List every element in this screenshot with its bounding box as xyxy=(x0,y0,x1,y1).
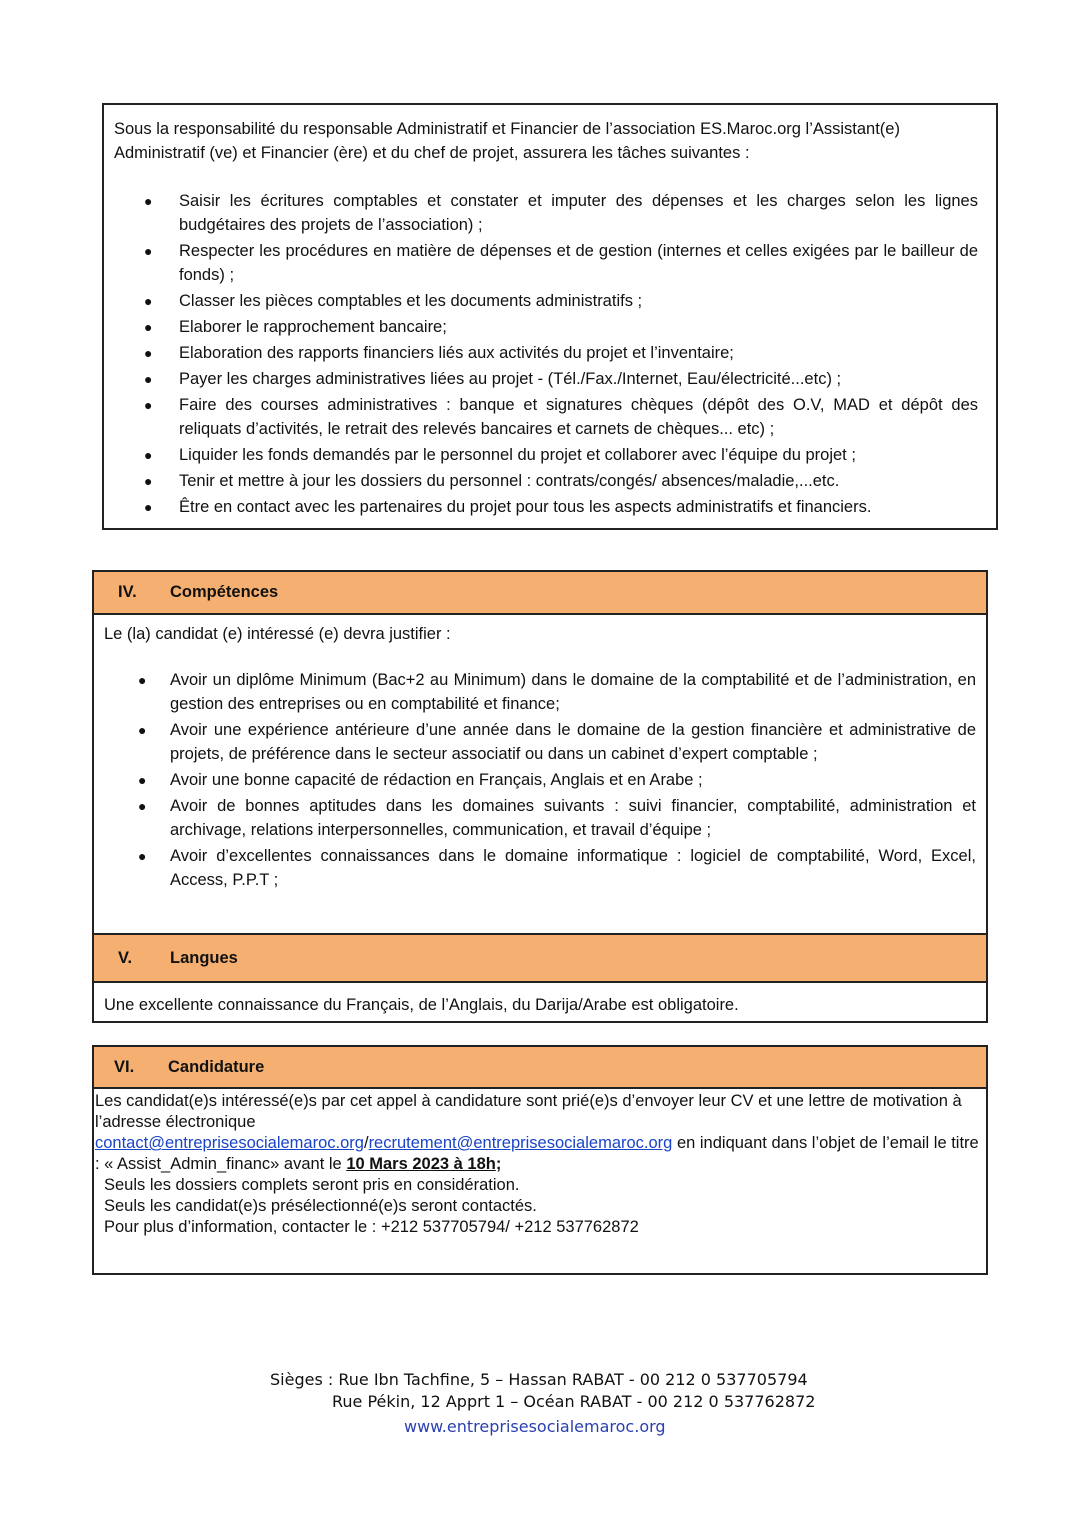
bullet-icon: ● xyxy=(144,473,153,489)
bullet-icon: ● xyxy=(138,848,147,864)
candidature-note-complete: Seuls les dossiers complets seront pris en considération. xyxy=(104,1176,520,1194)
competences-list xyxy=(104,668,976,892)
bullet-icon: ● xyxy=(144,243,153,259)
bullet-icon: ● xyxy=(138,798,147,814)
section-number: VI. xyxy=(114,1057,135,1076)
competences-intro: Le (la) candidat (e) intéressé (e) devra justifier : xyxy=(104,625,451,643)
langues-header xyxy=(94,935,986,983)
list-item: ● Avoir un diplôme Minimum (Bac+2 au Minimum) dans le domaine de la comptabilité et de l’administration, en gestion des entreprises ou en comptabilité et finance; xyxy=(104,668,976,716)
tasks-intro: Sous la responsabilité du responsable Administratif et Financier de l’association ES.Maroc.org l’Assistant(e) Administratif (ve) et Financier (ère) et du chef de projet, assurera les tâches suivantes : xyxy=(114,120,900,162)
langues-text: Une excellente connaissance du Français, de l’Anglais, du Darija/Arabe est obligatoire. xyxy=(104,996,739,1014)
footer-address-2: Rue Pékin, 12 Apprt 1 – Océan RABAT - 00 212 0 537762872 xyxy=(332,1392,816,1411)
competences-body xyxy=(94,615,986,935)
candidature-header xyxy=(94,1047,986,1089)
list-item: ● Saisir les écritures comptables et constater et imputer des dépenses et les charges selon les lignes budgétaires des projets de l’association) ; xyxy=(114,189,978,237)
list-item: ● Être en contact avec les partenaires du projet pour tous les aspects administratifs et financiers. xyxy=(114,495,978,519)
candidature-section xyxy=(92,1045,988,1275)
footer-address-1: Sièges : Rue Ibn Tachfine, 5 – Hassan RABAT - 00 212 0 537705794 xyxy=(270,1370,808,1389)
list-item: ● Faire des courses administratives : banque et signatures chèques (dépôt des O.V, MAD et dépôt des reliquats d’activités, le retrait des relevés bancaires et carnets de chèques... etc) ; xyxy=(114,393,978,441)
list-item: ● Avoir une bonne capacité de rédaction en Français, Anglais et en Arabe ; xyxy=(104,768,976,792)
deadline-time: à 18h xyxy=(449,1155,496,1173)
section-number: IV. xyxy=(118,583,137,601)
list-item: ● Elaborer le rapprochement bancaire; xyxy=(114,315,978,339)
list-item: ● Liquider les fonds demandés par le personnel du projet et collaborer avec l’équipe du projet ; xyxy=(114,443,978,467)
candidature-body xyxy=(94,1089,986,1238)
bullet-icon: ● xyxy=(144,319,153,335)
recruitment-email-link[interactable]: recrutement@entreprisesocialemaroc.org xyxy=(368,1134,673,1152)
list-item: ● Tenir et mettre à jour les dossiers du personnel : contrats/congés/ absences/maladie,...etc. xyxy=(114,469,978,493)
candidature-paragraph: Les candidat(e)s intéressé(e)s par cet appel à candidature sont prié(e)s d’envoyer leur CV et une lettre de motivation à l’adresse électronique contact@entreprisesocialemaroc.org/recrutement@entreprisesocialemaroc.org en indiquant dans l’objet de l’email le titre : « Assist_Admin_financ» avant le 10 Mars 2023 à 18h; xyxy=(95,1092,979,1173)
list-item: ● Respecter les procédures en matière de dépenses et de gestion (internes et celles exigées par le bailleur de fonds) ; xyxy=(114,239,978,287)
section-title: Candidature xyxy=(168,1057,265,1076)
contact-email-link[interactable]: contact@entreprisesocialemaroc.org xyxy=(95,1134,364,1152)
tasks-section xyxy=(102,103,998,530)
section-title: Compétences xyxy=(170,583,279,601)
bullet-icon: ● xyxy=(138,722,147,738)
competences-section xyxy=(92,570,988,1023)
langues-body xyxy=(94,983,986,1017)
deadline-date: 10 Mars 2023 xyxy=(346,1155,450,1173)
bullet-icon: ● xyxy=(144,447,153,463)
candidature-note-shortlist: Seuls les candidat(e)s présélectionné(e)s seront contactés. xyxy=(104,1197,537,1215)
bullet-icon: ● xyxy=(144,193,153,209)
bullet-icon: ● xyxy=(144,293,153,309)
list-item: ● Payer les charges administratives liées au projet - (Tél./Fax./Internet, Eau/électricité...etc) ; xyxy=(114,367,978,391)
bullet-icon: ● xyxy=(144,397,153,413)
list-item: ● Classer les pièces comptables et les documents administratifs ; xyxy=(114,289,978,313)
section-title: Langues xyxy=(170,948,238,967)
bullet-icon: ● xyxy=(138,772,147,788)
bullet-icon: ● xyxy=(144,371,153,387)
tasks-list xyxy=(114,189,978,519)
list-item: ● Avoir d’excellentes connaissances dans le domaine informatique : logiciel de comptabilité, Word, Excel, Access, P.P.T ; xyxy=(104,844,976,892)
section-number: V. xyxy=(118,948,133,967)
list-item: ● Elaboration des rapports financiers liés aux activités du projet et l’inventaire; xyxy=(114,341,978,365)
candidature-contact-phone: Pour plus d’information, contacter le : +212 537705794/ +212 537762872 xyxy=(104,1218,639,1236)
bullet-icon: ● xyxy=(144,499,153,515)
footer-website-link[interactable]: www.entreprisesocialemaroc.org xyxy=(404,1417,666,1436)
list-item: ● Avoir de bonnes aptitudes dans les domaines suivants : suivi financier, comptabilité, administration et archivage, relations interpersonnelles, communication, et travail d’équipe ; xyxy=(104,794,976,842)
competences-header xyxy=(94,572,986,615)
bullet-icon: ● xyxy=(144,345,153,361)
bullet-icon: ● xyxy=(138,672,147,688)
list-item: ● Avoir une expérience antérieure d’une année dans le domaine de la gestion financière et administrative de projets, de préférence dans le secteur associatif ou dans un cabinet d’expert comptable ; xyxy=(104,718,976,766)
